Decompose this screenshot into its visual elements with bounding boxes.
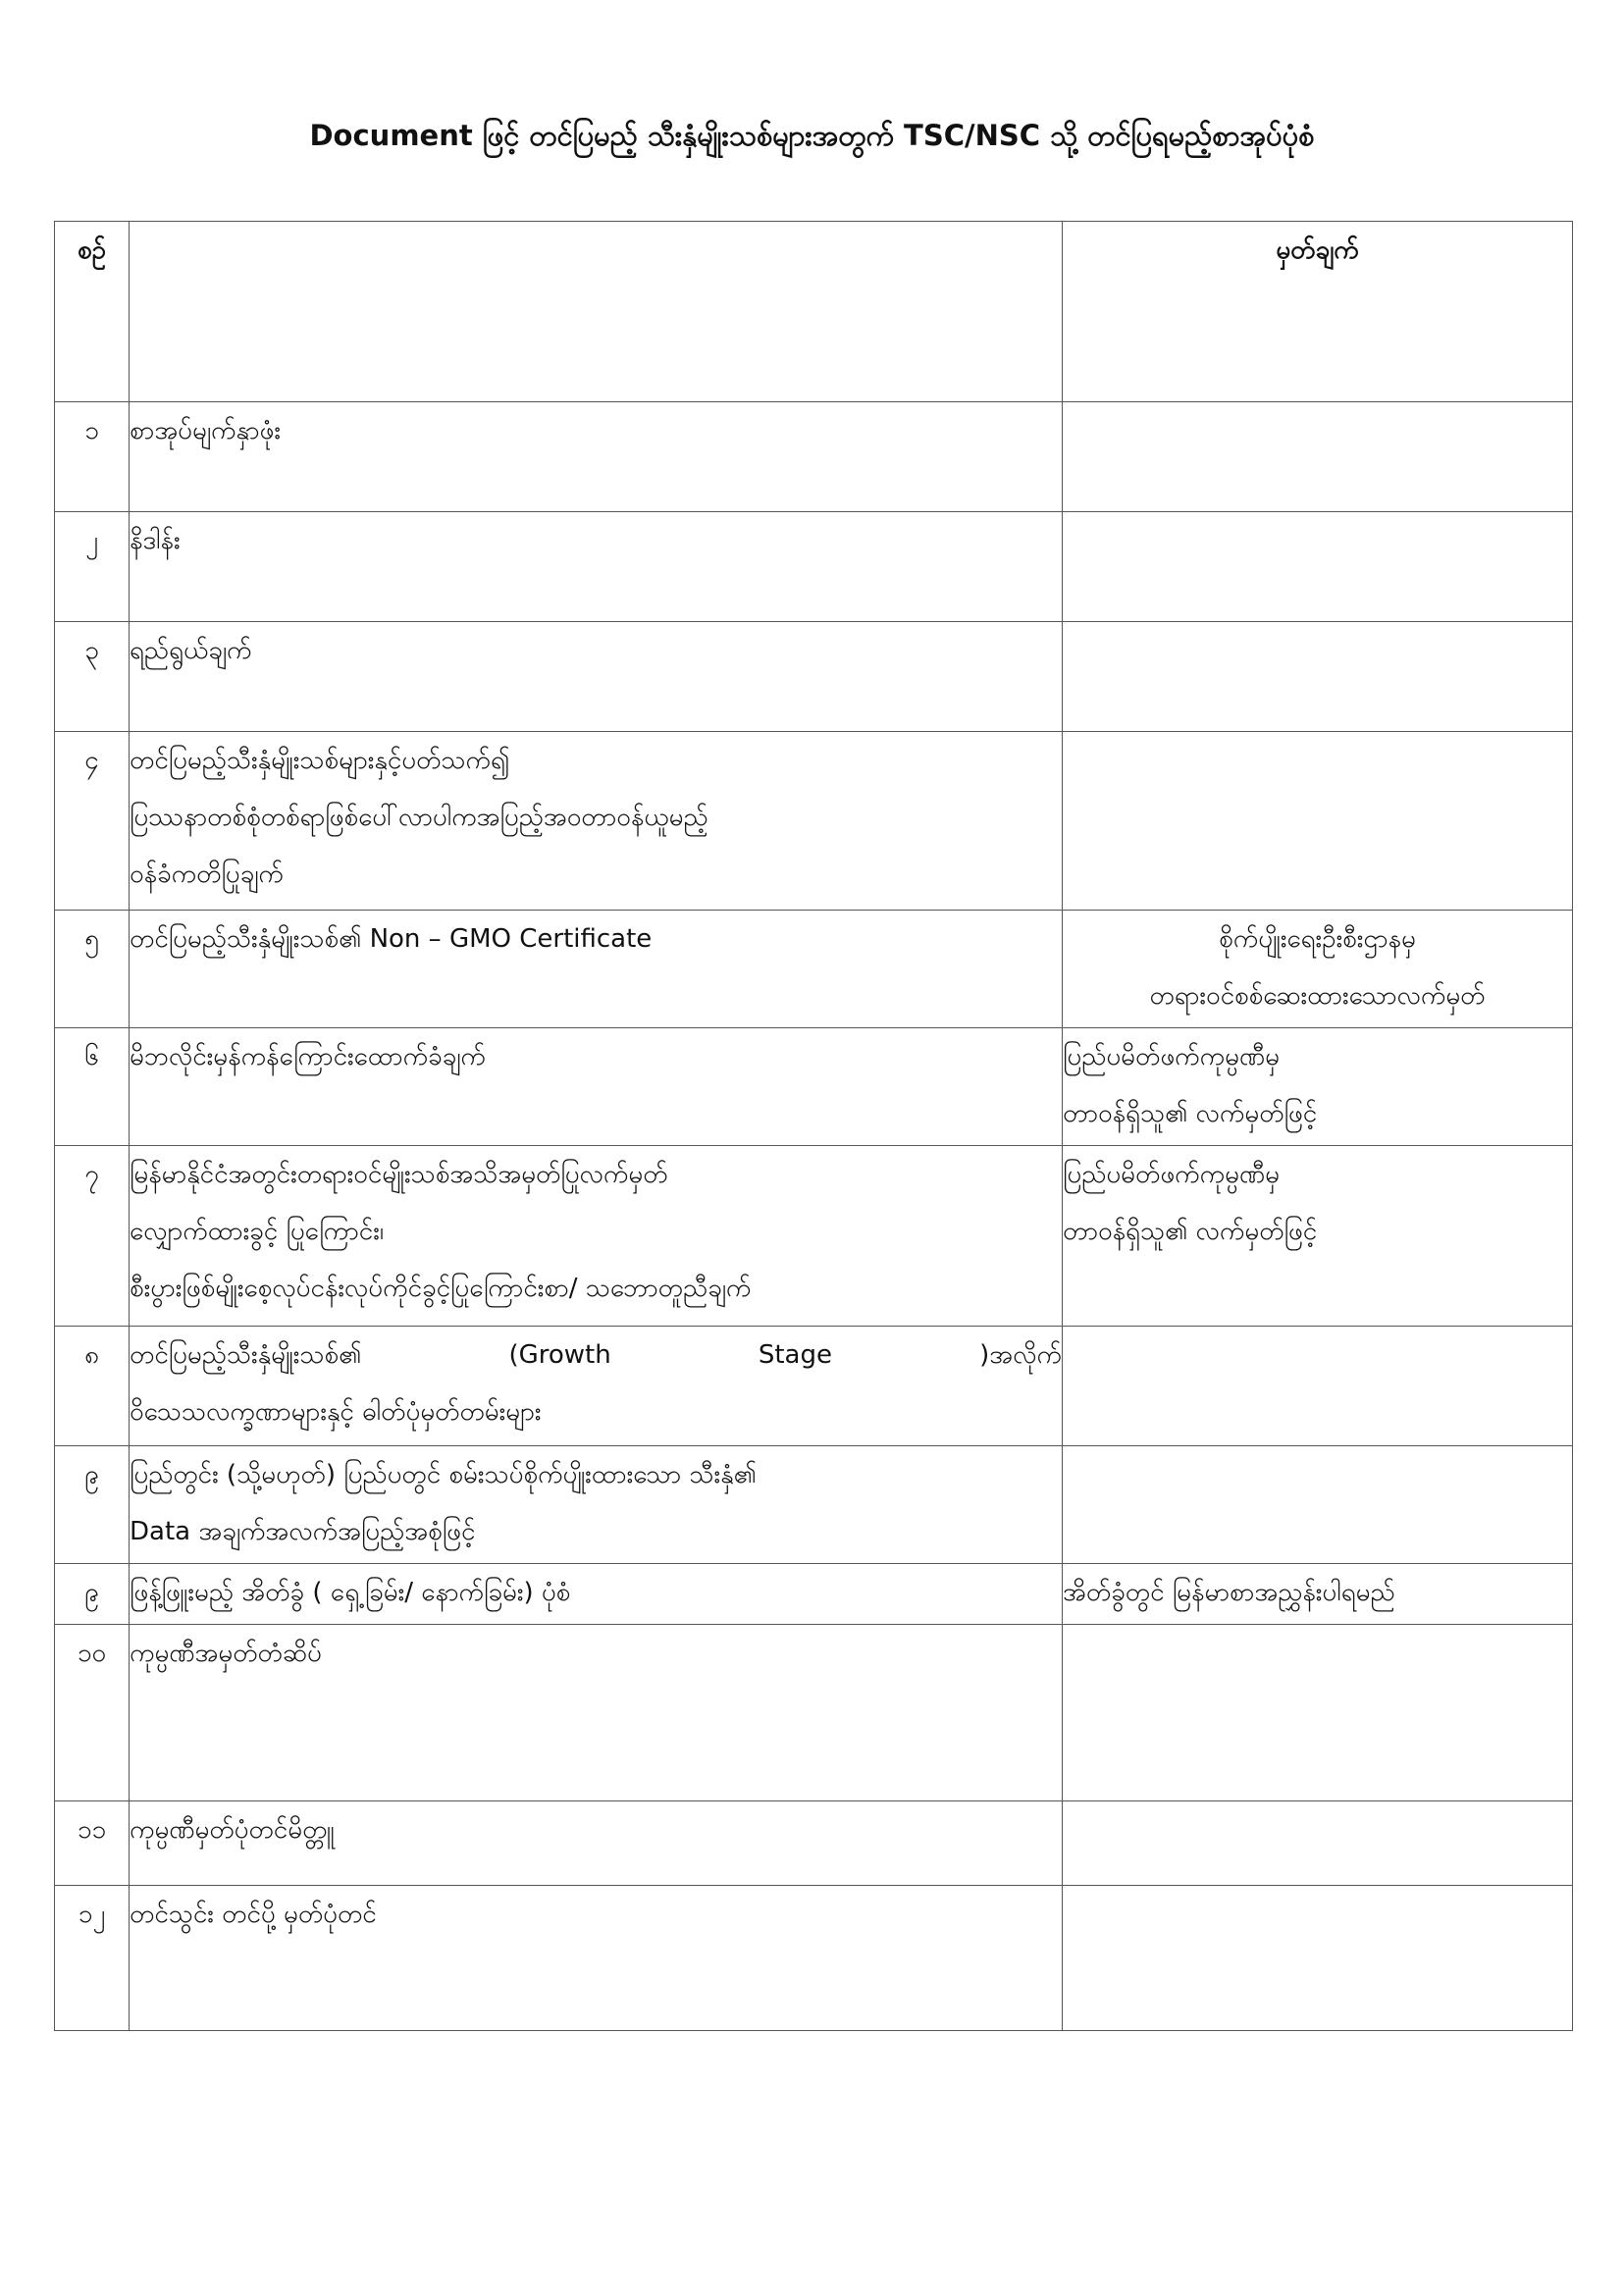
row-item-part: (Growth: [508, 1340, 611, 1370]
table-row: [55, 512, 1573, 622]
row-serial-no: ၉: [55, 1446, 130, 1564]
row-item-text: တင်ပြမည့်သီးနှံမျိုးသစ်များနှင့်ပတ်သက်၍: [130, 746, 510, 775]
header-serial-no: စဉ်: [55, 222, 130, 402]
row-remark: [1063, 402, 1573, 512]
row-item-text: မိဘလိုင်းမှန်ကန်ကြောင်းထောက်ခံချက်: [130, 1042, 486, 1071]
row-item-text: ပြည်တွင်း (သို့မဟုတ်) ပြည်ပတွင် စမ်းသပ်စိုက်ပျိုးထားသော သီးနှံ၏: [130, 1460, 757, 1489]
row-item: [130, 732, 1063, 911]
row-item: [130, 911, 1063, 1028]
row-remark-text: တာဝန်ရှိသူ၏ လက်မှတ်ဖြင့်: [1063, 1099, 1318, 1128]
row-remark-text: အိတ်ခွံတွင် မြန်မာစာအညွှန်းပါရမည်: [1063, 1578, 1395, 1607]
header-item: [130, 222, 1063, 402]
row-item: [130, 402, 1063, 512]
row-remark: [1063, 911, 1573, 1028]
row-item: [130, 1801, 1063, 1886]
row-remark-text: တာဝန်ရှိသူ၏ လက်မှတ်ဖြင့်: [1063, 1217, 1318, 1246]
row-item-justified-line: [130, 1327, 1062, 1383]
table-row: [55, 732, 1573, 911]
row-serial-no: ၁၀: [55, 1625, 130, 1801]
row-remark: [1063, 1146, 1573, 1327]
row-remark: [1063, 732, 1573, 911]
table-header-row: [55, 222, 1573, 402]
row-item: [130, 1564, 1063, 1625]
header-remark: မှတ်ချက်: [1063, 222, 1573, 402]
row-remark-text: ပြည်ပမိတ်ဖက်ကုမ္ပဏီမှ: [1063, 1160, 1280, 1189]
row-remark: [1063, 1801, 1573, 1886]
row-remark: [1063, 1625, 1573, 1801]
row-serial-no: ၅: [55, 911, 130, 1028]
row-remark: [1063, 512, 1573, 622]
row-item-text: တင်သွင်း တင်ပို့ မှတ်ပုံတင်: [130, 1900, 377, 1929]
row-item-text: ဝန်ခံကတိပြုချက်: [130, 860, 284, 889]
row-serial-no: ၈: [55, 1327, 130, 1446]
row-item-text: ဝိသေသလက္ခဏာများနှင့် ဓါတ်ပုံမှတ်တမ်းများ: [130, 1397, 542, 1427]
table-row: [55, 1446, 1573, 1564]
table-row: [55, 622, 1573, 732]
row-remark: [1063, 1028, 1573, 1146]
submission-checklist-table: [54, 221, 1573, 2031]
row-item-text: ဖြန့်ဖြူးမည့် အိတ်ခွံ ( ရှေ့ခြမ်း/ နောက်ခြမ်း) ပုံစံ: [130, 1578, 571, 1607]
table-row: [55, 1801, 1573, 1886]
table-row: [55, 911, 1573, 1028]
row-serial-no: ၁: [55, 402, 130, 512]
row-serial-no: ၆: [55, 1028, 130, 1146]
row-serial-no: ၁၂: [55, 1886, 130, 2031]
row-item-part: )အလိုက်: [979, 1340, 1062, 1370]
table-row: [55, 1564, 1573, 1625]
table-row: [55, 1886, 1573, 2031]
row-serial-no: ၉: [55, 1564, 130, 1625]
row-remark: [1063, 622, 1573, 732]
row-item-text: Data အချက်အလက်အပြည့်အစုံဖြင့်: [130, 1517, 476, 1546]
row-item: [130, 1146, 1063, 1327]
row-remark: [1063, 1327, 1573, 1446]
page-title: Document ဖြင့် တင်ပြမည့် သီးနှံမျိုးသစ်များအတွက် TSC/NSC သို့ တင်ပြရမည့်စာအုပ်ပုံစံ: [309, 119, 1315, 152]
row-item-text: နိဒါန်း: [130, 526, 181, 555]
row-item: [130, 1625, 1063, 1801]
row-remark: [1063, 1564, 1573, 1625]
table-row: [55, 1028, 1573, 1146]
row-item-part: Stage: [758, 1340, 832, 1370]
row-remark-text: စိုက်ပျိုးရေးဦးစီးဌာနမှ: [1219, 924, 1416, 954]
row-item: [130, 512, 1063, 622]
table-row: [55, 402, 1573, 512]
row-serial-no: ၇: [55, 1146, 130, 1327]
row-item-text: ရည်ရွယ်ချက်: [130, 636, 252, 665]
row-item: [130, 622, 1063, 732]
row-item: [130, 1028, 1063, 1146]
row-item-part: တင်ပြမည့်သီးနှံမျိုးသစ်၏: [130, 1340, 362, 1370]
row-remark-text: တရားဝင်စစ်ဆေးထားသောလက်မှတ်: [1149, 981, 1486, 1011]
row-item-text: တင်ပြမည့်သီးနှံမျိုးသစ်၏ Non – GMO Certificate: [130, 924, 653, 954]
row-item-text: မြန်မာနိုင်ငံအတွင်းတရားဝင်မျိုးသစ်အသိအမှတ်ပြုလက်မှတ်: [130, 1160, 668, 1189]
table-row: [55, 1146, 1573, 1327]
row-item: [130, 1327, 1063, 1446]
row-serial-no: ၂: [55, 512, 130, 622]
row-item-text: စီးပွားဖြစ်မျိုးစေ့လုပ်ငန်းလုပ်ကိုင်ခွင့်ပြုကြောင်းစာ/ သဘောတူညီချက်: [130, 1274, 752, 1303]
table-row: [55, 1327, 1573, 1446]
row-item-text: ကုမ္ပဏီမှတ်ပုံတင်မိတ္တူ: [130, 1815, 335, 1845]
row-item: [130, 1886, 1063, 2031]
table-row: [55, 1625, 1573, 1801]
row-item-text: လျှောက်ထားခွင့် ပြုကြောင်း၊: [130, 1217, 384, 1246]
row-item: [130, 1446, 1063, 1564]
row-item-text: စာအုပ်မျက်နှာဖုံး: [130, 416, 281, 445]
row-remark: [1063, 1446, 1573, 1564]
row-serial-no: ၄: [55, 732, 130, 911]
row-item-text: ပြဿနာတစ်စုံတစ်ရာဖြစ်ပေါ်လာပါကအပြည့်အဝတာဝန်ယူမည့်: [130, 803, 708, 832]
row-remark-text: ပြည်ပမိတ်ဖက်ကုမ္ပဏီမှ: [1063, 1042, 1280, 1071]
row-serial-no: ၁၁: [55, 1801, 130, 1886]
row-item-text: ကုမ္ပဏီအမှတ်တံဆိပ်: [130, 1639, 322, 1668]
row-remark: [1063, 1886, 1573, 2031]
row-serial-no: ၃: [55, 622, 130, 732]
